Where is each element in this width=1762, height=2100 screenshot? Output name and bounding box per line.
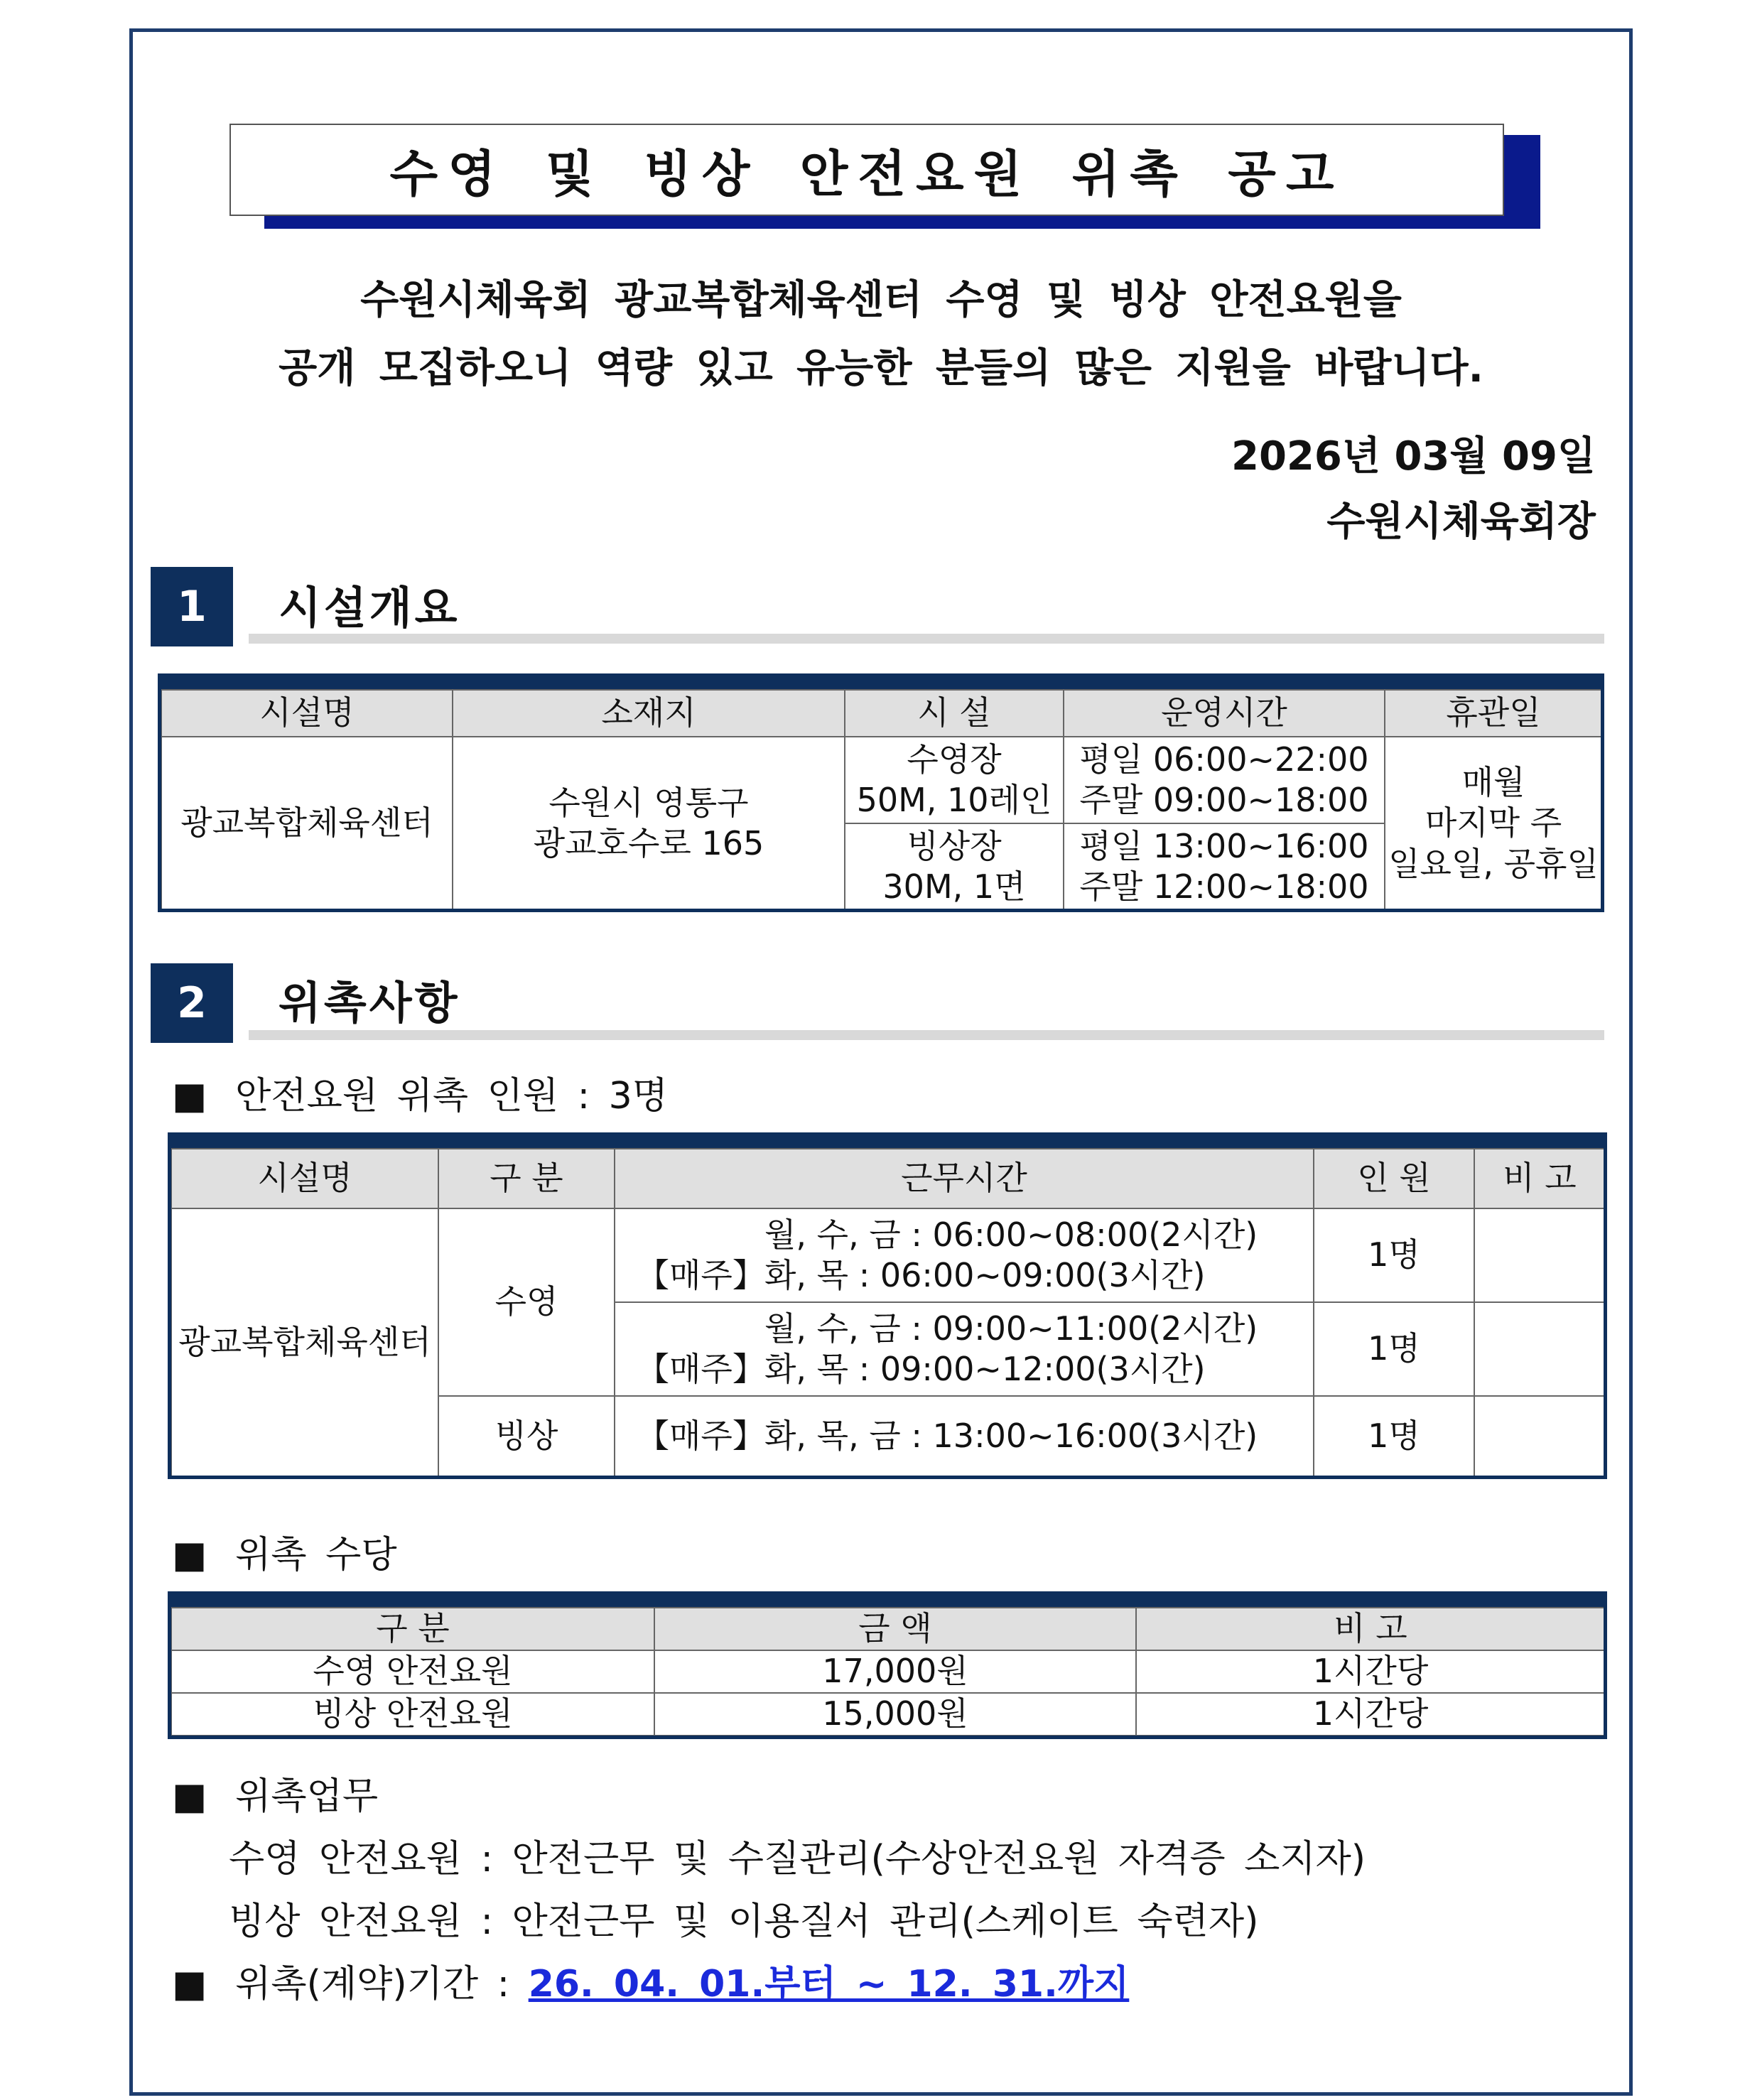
allowance-kind: 빙상 안전요원 (171, 1693, 654, 1736)
section-1-underline (249, 634, 1604, 644)
section-1-title: 시설개요 (279, 582, 460, 634)
facility-header-name: 시설명 (161, 690, 453, 737)
notice-date: 2026년 03월 09일 (1231, 433, 1596, 480)
ice-shift-count: 1명 (1314, 1396, 1474, 1477)
duty-ice: 빙상 안전요원 : 안전근무 및 이용질서 관리(스케이트 숙련자) (229, 1900, 1259, 1943)
allowance-table-top-bar (168, 1591, 1607, 1607)
square-bullet-icon: ■ (172, 1963, 207, 2006)
closed-days-cell: 매월 마지막 주 일요일, 공휴일 (1385, 737, 1602, 910)
swim-shift-2-count: 1명 (1314, 1302, 1474, 1396)
work-header-count: 인 원 (1314, 1149, 1474, 1208)
work-header-kind: 구 분 (438, 1149, 615, 1208)
allowance-header-note: 비 고 (1136, 1608, 1605, 1650)
facility-table-top-bar (158, 673, 1604, 689)
work-table-top-bar (168, 1132, 1607, 1148)
section-2-title: 위촉사항 (279, 977, 460, 1029)
section-2-underline (249, 1030, 1604, 1040)
pool-hours-cell: 평일 06:00~22:00 주말 09:00~18:00 (1064, 737, 1385, 823)
allowance-table (171, 1607, 1606, 1736)
work-header-hours: 근무시간 (615, 1149, 1314, 1208)
facility-header-facility: 시 설 (845, 690, 1064, 737)
facility-header-closed: 휴관일 (1385, 690, 1602, 737)
contract-period-value: 26. 04. 01.부터 ~ 12. 31.까지 (528, 1963, 1130, 2006)
headcount-bullet: ■ 안전요원 위촉 인원 : 3명 (172, 1075, 668, 1117)
rink-cell: 빙상장 30M, 1면 (845, 823, 1064, 910)
swim-kind-cell: 수영 (438, 1208, 615, 1396)
table-row (171, 1650, 1605, 1693)
allowance-kind: 수영 안전요원 (171, 1650, 654, 1693)
swim-shift-1-count: 1명 (1314, 1208, 1474, 1302)
facility-address-cell: 수원시 영통구 광교호수로 165 (453, 737, 845, 910)
ice-shift-note (1474, 1396, 1605, 1477)
facility-header-hours: 운영시간 (1064, 690, 1385, 737)
square-bullet-icon: ■ (172, 1534, 207, 1576)
pool-cell: 수영장 50M, 10레인 (845, 737, 1064, 823)
duty-bullet: ■ 위촉업무 (172, 1775, 379, 1818)
facility-header-address: 소재지 (453, 690, 845, 737)
work-header-facility: 시설명 (171, 1149, 438, 1208)
facility-table (161, 689, 1603, 911)
work-header-note: 비 고 (1474, 1149, 1605, 1208)
square-bullet-icon: ■ (172, 1075, 207, 1117)
swim-shift-2-note (1474, 1302, 1605, 1396)
square-bullet-icon: ■ (172, 1775, 207, 1818)
issuer: 수원시체육회장 (1326, 499, 1596, 545)
work-schedule-table (171, 1148, 1606, 1478)
table-row (171, 1693, 1605, 1736)
allowance-amount: 15,000원 (654, 1693, 1136, 1736)
intro-line-2: 공개 모집하오니 역량 있고 유능한 분들의 많은 지원을 바랍니다. (279, 345, 1483, 391)
duty-swim: 수영 안전요원 : 안전근무 및 수질관리(수상안전요원 자격증 소지자) (229, 1838, 1366, 1880)
facility-name-cell: 광교복합체육센터 (161, 737, 453, 910)
rink-hours-cell: 평일 13:00~16:00 주말 12:00~18:00 (1064, 823, 1385, 910)
section-2-number: 2 (151, 963, 233, 1043)
ice-shift-cell: 【매주】화, 목, 금 : 13:00~16:00(3시간) (615, 1396, 1314, 1477)
work-facility-cell: 광교복합체육센터 (171, 1208, 438, 1477)
allowance-note: 1시간당 (1136, 1693, 1605, 1736)
period-bullet: ■ 위촉(계약)기간 : 26. 04. 01.부터 ~ 12. 31.까지 (172, 1963, 1130, 2006)
swim-shift-2-cell: 【매주】 월, 수, 금 : 09:00~11:00(2시간) 화, 목 : 09:00~12:00(3시간) (615, 1302, 1314, 1396)
page-title: 수영 및 빙상 안전요원 위촉 공고 (229, 124, 1504, 216)
ice-kind-cell: 빙상 (438, 1396, 615, 1477)
allowance-amount: 17,000원 (654, 1650, 1136, 1693)
allowance-header-kind: 구 분 (171, 1608, 654, 1650)
section-1-number: 1 (151, 567, 233, 646)
intro-line-1: 수원시체육회 광교복합체육센터 수영 및 빙상 안전요원을 (360, 277, 1402, 323)
swim-shift-1-cell: 【매주】 월, 수, 금 : 06:00~08:00(2시간) 화, 목 : 06:00~09:00(3시간) (615, 1208, 1314, 1302)
allowance-note: 1시간당 (1136, 1650, 1605, 1693)
allowance-header-amount: 금 액 (654, 1608, 1136, 1650)
swim-shift-1-note (1474, 1208, 1605, 1302)
allowance-bullet: ■ 위촉 수당 (172, 1534, 397, 1576)
